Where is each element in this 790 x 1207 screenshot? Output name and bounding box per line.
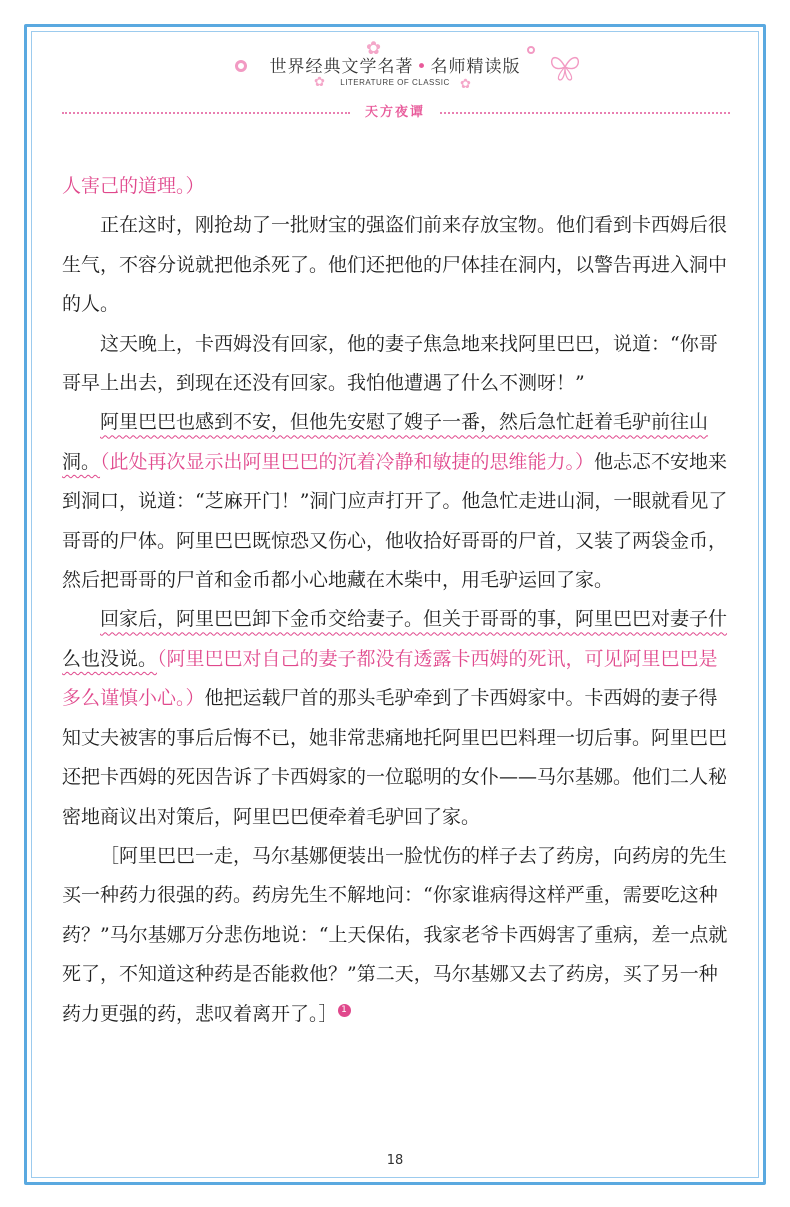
series-title — [0, 52, 790, 77]
annotation-note: （阿里巴巴对自己的妻子都没有透露卡西姆的死讯，可见阿里巴巴是多么谨慎小心。） — [62, 647, 718, 710]
paragraph-4 — [62, 600, 734, 836]
flower-icon: ✿ — [366, 38, 382, 59]
flower-icon: ✿ — [314, 75, 325, 90]
paragraph-0 — [62, 167, 734, 206]
paragraph-3 — [62, 403, 734, 600]
series-subtitle: LITERATURE OF CLASSIC — [340, 78, 450, 87]
paragraph-text: 他忐忑不安地来到洞口，说道：“芝麻开门！”洞门应声打开了。他急忙走进山洞，一眼就看见了哥哥的尸体。阿里巴巴既惊恐又伤心，他收拾好哥哥的尸首，又装了两袋金币，然后把哥哥的尸首和金币都小心地藏在木柴中，用毛驴运回了家。 — [62, 450, 728, 592]
page-number: 18 — [386, 1153, 404, 1168]
paragraph-text: 他把运载尸首的那头毛驴牵到了卡西姆家中。卡西姆的妻子得知丈夫被害的事后后悔不已，她非常悲痛地托阿里巴巴料理一切后事。阿里巴巴还把卡西姆的死因告诉了卡西姆家的一位聪明的女仆——马尔基娜。他们二人秘密地商议出对策后，阿里巴巴便牵着毛驴回了家。 — [62, 687, 728, 828]
series-title-dot: • — [416, 57, 428, 77]
annotation-note: 人害己的道理。） — [62, 175, 205, 197]
paragraph-2: 这天晚上，卡西姆没有回家，他的妻子焦急地来找阿里巴巴，说道：“你哥哥早上出去，到现在还没有回家。我怕他遭遇了什么不测呀！” — [62, 332, 718, 395]
annotation-note: （此处再次显示出阿里巴巴的沉着冷静和敏捷的思维能力。） — [100, 450, 595, 473]
bracketed-passage: ［阿里巴巴一走，马尔基娜便装出一脸忧伤的样子去了药房，向药房的先生买一种药力很强的药。药房先生不解地问：“你家谁病得这样严重，需要吃这种药？”马尔基娜万分悲伤地说：“上天保佑，我家老爷卡西姆害了重病，差一点就死了，不知道这种药是否能救他？”第二天，马尔基娜又去了药房，买了另一种药力更强的药，悲叹着离开了。］ — [62, 844, 728, 1025]
footnote-marker[interactable]: 1 — [338, 1004, 351, 1017]
flower-icon: ✿ — [460, 77, 471, 92]
underlined-passage: 回家后，阿里巴巴卸下金币交给妻子。但关于哥哥的事，阿里巴巴对妻子什么也没说。 — [62, 608, 728, 670]
series-title-edition: 名师精读版 — [430, 57, 521, 77]
page-content — [62, 167, 734, 1034]
book-title: 天方夜谭 — [364, 105, 425, 120]
paragraph-1: 正在这时，刚抢劫了一批财宝的强盗们前来存放宝物。他们看到卡西姆后很生气，不容分说就把他杀死了。他们还把他的尸体挂在洞内，以警告再进入洞中的人。 — [62, 214, 728, 316]
paragraph-5 — [62, 837, 734, 1034]
series-title-main: 世界经典文学名著 — [269, 57, 414, 77]
underlined-passage: 阿里巴巴也感到不安，但他先安慰了嫂子一番，然后急忙赶着毛驴前往山洞。 — [62, 411, 709, 473]
